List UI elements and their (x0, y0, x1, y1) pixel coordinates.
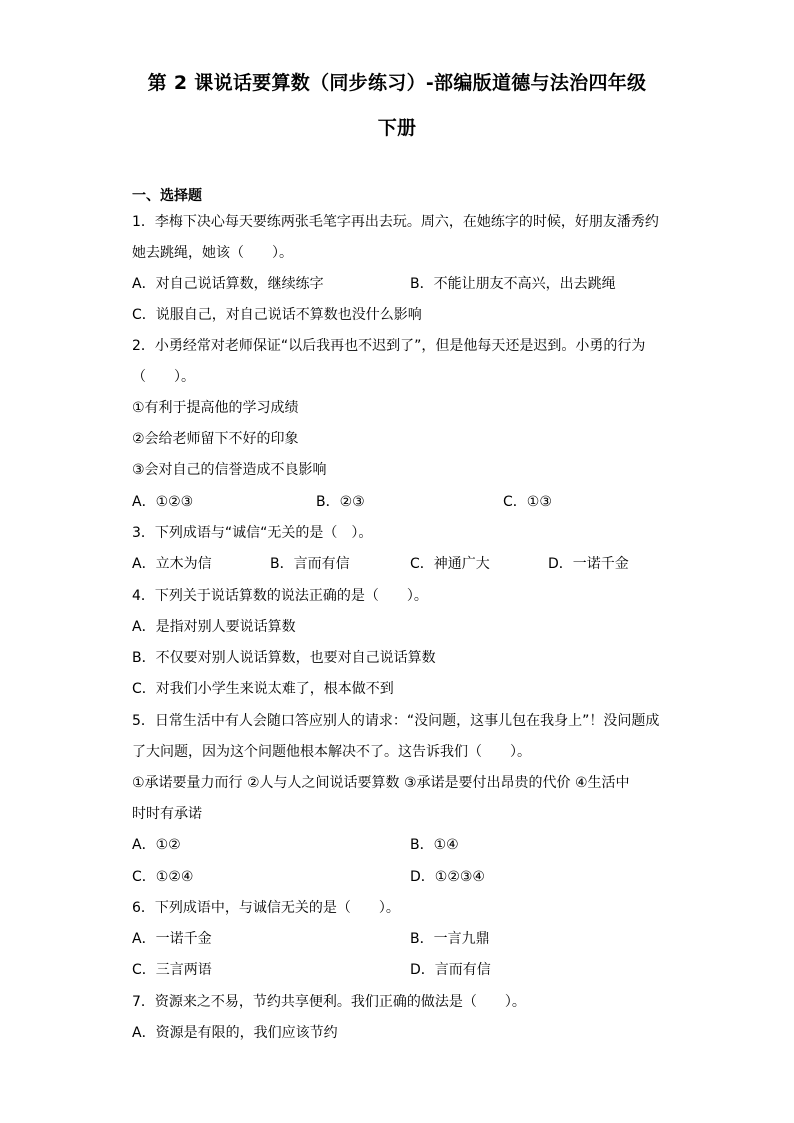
q3-stem: 3．下列成语与“诚信“无关的是（ ）。 (132, 525, 373, 541)
q1-option-c: C．说服自己，对自己说话不算数也没什么影响 (132, 307, 422, 323)
q4-option-a: A．是指对别人要说话算数 (132, 619, 296, 635)
q6-option-b: B．一言九鼎 (410, 931, 490, 947)
q5-stem-line1: 5．日常生活中有人会随口答应别人的请求：“没问题，这事儿包在我身上”！没问题成 (132, 713, 660, 729)
q7-stem: 7．资源来之不易，节约共享便利。我们正确的做法是（ ）。 (132, 994, 526, 1010)
q1-stem-line2: 她去跳绳，她该（ ）。 (132, 245, 293, 261)
q5-stem-line2: 了大问题，因为这个问题他根本解决不了。这告诉我们（ ）。 (132, 744, 531, 760)
q1-option-b: B．不能让朋友不高兴，出去跳绳 (410, 276, 616, 292)
q3-option-a: A．立木为信 (132, 556, 212, 572)
document-title-line1: 第 2 课说话要算数（同步练习）-部编版道德与法治四年级 (147, 72, 647, 94)
q6-option-a: A．一诺千金 (132, 931, 212, 947)
q2-statement-3: ③会对自己的信誉造成不良影响 (132, 462, 327, 478)
document-title-line2: 下册 (377, 117, 417, 139)
q5-option-a: A．①② (132, 837, 181, 853)
q6-option-d: D．言而有信 (410, 962, 491, 978)
q2-option-a: A．①②③ (132, 494, 194, 510)
q3-option-c: C．神通广大 (410, 556, 490, 572)
section-heading: 一、选择题 (132, 188, 202, 204)
q5-statements-line2: 时时有承诺 (132, 806, 202, 822)
q5-option-b: B．①④ (410, 837, 459, 853)
q2-stem-line1: 2．小勇经常对老师保证“以后我再也不迟到了”，但是他每天还是迟到。小勇的行为 (132, 338, 646, 354)
q2-stem-line2: （ ）。 (132, 369, 195, 385)
q2-option-c: C．①③ (503, 494, 552, 510)
q1-stem-line1: 1．李梅下决心每天要练两张毛笔字再出去玩。周六，在她练字的时候，好朋友潘秀约 (132, 214, 659, 230)
q7-option-a: A．资源是有限的，我们应该节约 (132, 1025, 338, 1041)
q5-option-d: D．①②③④ (410, 869, 485, 885)
q2-option-b: B．②③ (316, 494, 365, 510)
q5-option-c: C．①②④ (132, 869, 194, 885)
q1-option-a: A．对自己说话算数，继续练字 (132, 276, 324, 292)
q2-statement-2: ②会给老师留下不好的印象 (132, 431, 299, 447)
q6-stem: 6．下列成语中，与诚信无关的是（ ）。 (132, 900, 400, 916)
q4-option-b: B．不仅要对别人说话算数，也要对自己说话算数 (132, 650, 436, 666)
q3-option-d: D．一诺千金 (548, 556, 629, 572)
q6-option-c: C．三言两语 (132, 962, 212, 978)
q4-stem: 4．下列关于说话算数的说法正确的是（ ）。 (132, 588, 428, 604)
q3-option-b: B．言而有信 (270, 556, 350, 572)
q5-statements-line1: ①承诺要量力而行 ②人与人之间说话要算数 ③承诺是要付出昂贵的代价 ④生活中 (132, 775, 630, 791)
q2-statement-1: ①有利于提高他的学习成绩 (132, 400, 299, 416)
q4-option-c: C．对我们小学生来说太难了，根本做不到 (132, 681, 394, 697)
